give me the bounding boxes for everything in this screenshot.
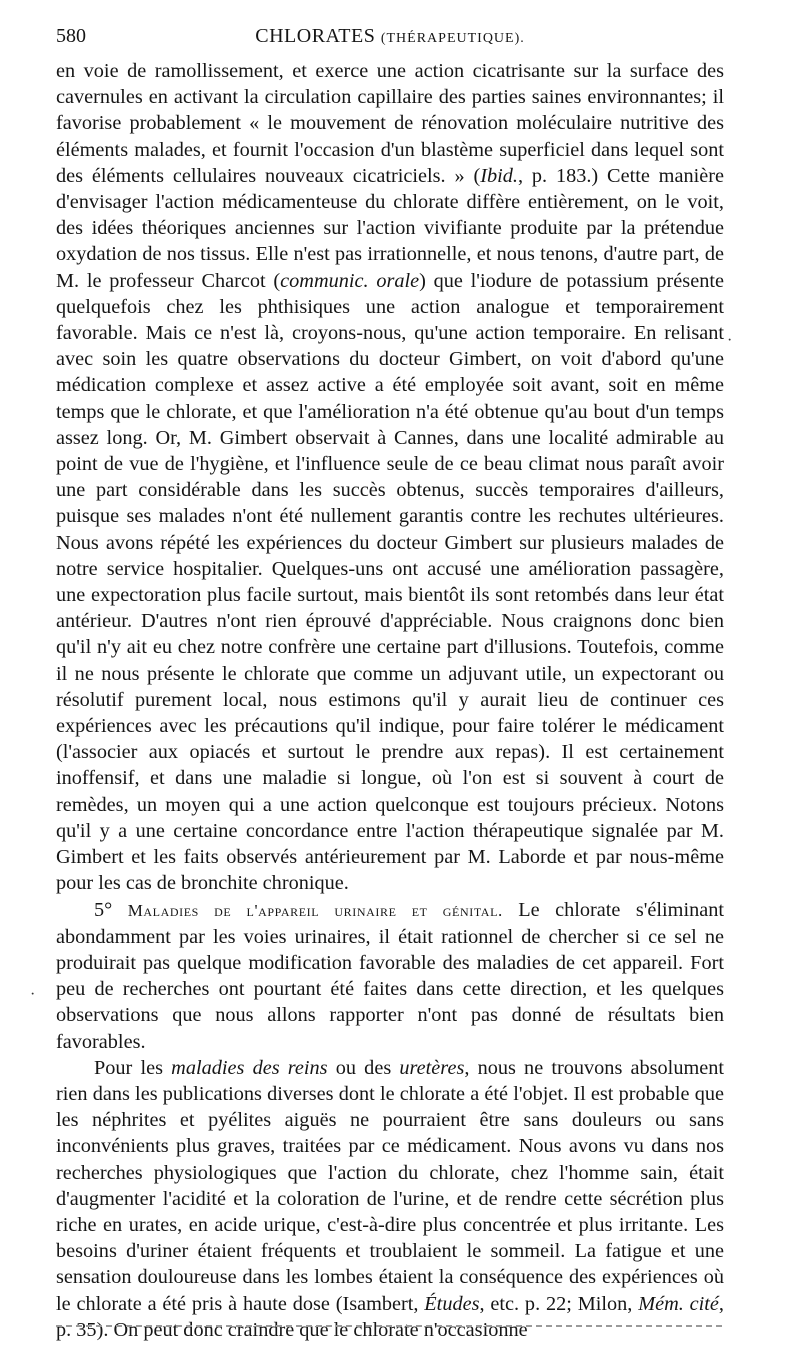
margin-dot: · xyxy=(30,986,36,1003)
emphasis-maladies-reins: maladies des reins xyxy=(171,1056,328,1079)
footer-rule xyxy=(56,1325,722,1327)
citation-ibid: Ibid. xyxy=(480,164,518,187)
paragraph-continuation: en voie de ramollissement, et exerce une action cicatrisante sur la surface des cavernules en activant la circulation capillaire des parties saines environnantes; il favorise probablement « le mouvement de rénovation moléculaire nutritive des éléments malades, et fournit l'occasion d'un blastème superficiel dans lequel sont des éléments cellulaires nouveaux cicatriciels. » (Ibid., p. 183.) Cette manière d'envisager l'action médicamenteuse du chlorate diffère entièrement, on le voit, des idées théoriques anciennes sur l'action vivifiante produite par la prétendue oxydation de nos tissus. Elle n'est pas irrationnelle, et nous tenons, d'autre part, de M. le professeur Charcot (communic. orale) que l'iodure de potassium présente quelquefois chez les phthisiques une action analogue et temporairement favorable. Mais ce n'est là, croyons-nous, qu'une action temporaire. En relisant avec soin les quatre observations du docteur Gimbert, on voit d'abord qu'une médication complexe et assez active a été employée soit avant, soit en même temps que le chlorate, et que l'amélioration n'a été obtenue qu'au bout d'un temps assez long. Or, M. Gimbert observait à Cannes, dans une localité admirable au point de vue de l'hygiène, et l'influence seule de ce beau climat nous paraît avoir une part considérable dans les succès obtenus, succès temporaires d'ailleurs, puisque ses malades n'ont été nullement garantis contre les rechutes ultérieures. Nous avons répété les expériences du docteur Gimbert sur plusieurs malades de notre service hospitalier. Quelques-uns ont accusé une amélioration passagère, une expectoration plus facile surtout, mais bientôt ils sont retombés dans leur état antérieur. D'autres n'ont rien éprouvé d'appréciable. Nous craignons donc bien qu'il n'y ait eu chez notre confrère une certaine part d'illusions. Toutefois, comme il ne nous présente le chlorate que comme un adjuvant utile, un expectorant ou résolutif purement local, nous estimons qu'il y aurait lieu de continuer ces expériences avec les précautions qu'il indique, pour faire tolérer le médicament (l'associer aux opiacés et surtout le prendre aux repas). Il est certainement inoffensif, et dans une maladie si longue, où l'on est si souvent à court de remèdes, un moyen qui a une action quelconque est toujours précieux. Notons qu'il y a une certaine concordance entre l'action thérapeutique signalée par M. Gimbert et les faits observés antérieurement par M. Laborde et par nous-même pour les cas de bronchite chronique. xyxy=(56,60,724,895)
page-header xyxy=(56,16,724,56)
running-subtitle: (THÉRAPEUTIQUE). xyxy=(380,31,525,46)
running-head xyxy=(56,16,724,59)
page-body xyxy=(56,58,724,1343)
section-heading: Maladies de l'appareil urinaire et génital. xyxy=(127,900,503,920)
citation-mem-cite: Mém. cité xyxy=(638,1292,719,1315)
citation-etudes: Études xyxy=(424,1292,480,1315)
section-number: 5° xyxy=(94,898,113,921)
margin-dot: · xyxy=(727,332,733,349)
paragraph-reins: Pour les maladies des reins ou des uretères, nous ne trouvons absolument rien dans les publications diverses dont le chlorate a été l'objet. Il est probable que les néphrites et pyélites aiguës ne pourraient être sans douleurs ou sans inconvénients plus graves, traitées par ce médicament. Nous avons vu dans nos recherches physiologiques que l'action du chlorate, chez l'homme sain, était d'augmenter l'acidité et la coloration de l'urine, et de rendre cette sécrétion plus riche en urates, en acide urique, c'est-à-dire plus concentrée et plus irritante. Les besoins d'uriner étaient fréquents et troublaient le sommeil. La fatigue et une sensation douloureuse dans les lombes étaient la conséquence des expériences où le chlorate a été pris à haute dose (Isambert, Études, etc. p. 22; Milon, Mém. cité, p. 35). On peut donc craindre que le chlorate n'occasionne xyxy=(56,1056,725,1341)
page-number: 580 xyxy=(56,25,86,47)
emphasis-ureteres: uretères xyxy=(399,1056,465,1079)
section-5-paragraph: 5° Maladies de l'appareil urinaire et génital. Le chlorate s'éliminant abondamment par les voies urinaires, il était rationnel de chercher si ce sel ne produirait pas quelque modification favorable des maladies de cet appareil. Fort peu de recherches ont pourtant été faites dans cette direction, et les quelques observations que nous allons rapporter n'ont pas donné de résultats bien favorables. xyxy=(56,898,724,1053)
citation-communic: communic. orale xyxy=(280,269,420,292)
running-title: CHLORATES xyxy=(255,25,376,47)
